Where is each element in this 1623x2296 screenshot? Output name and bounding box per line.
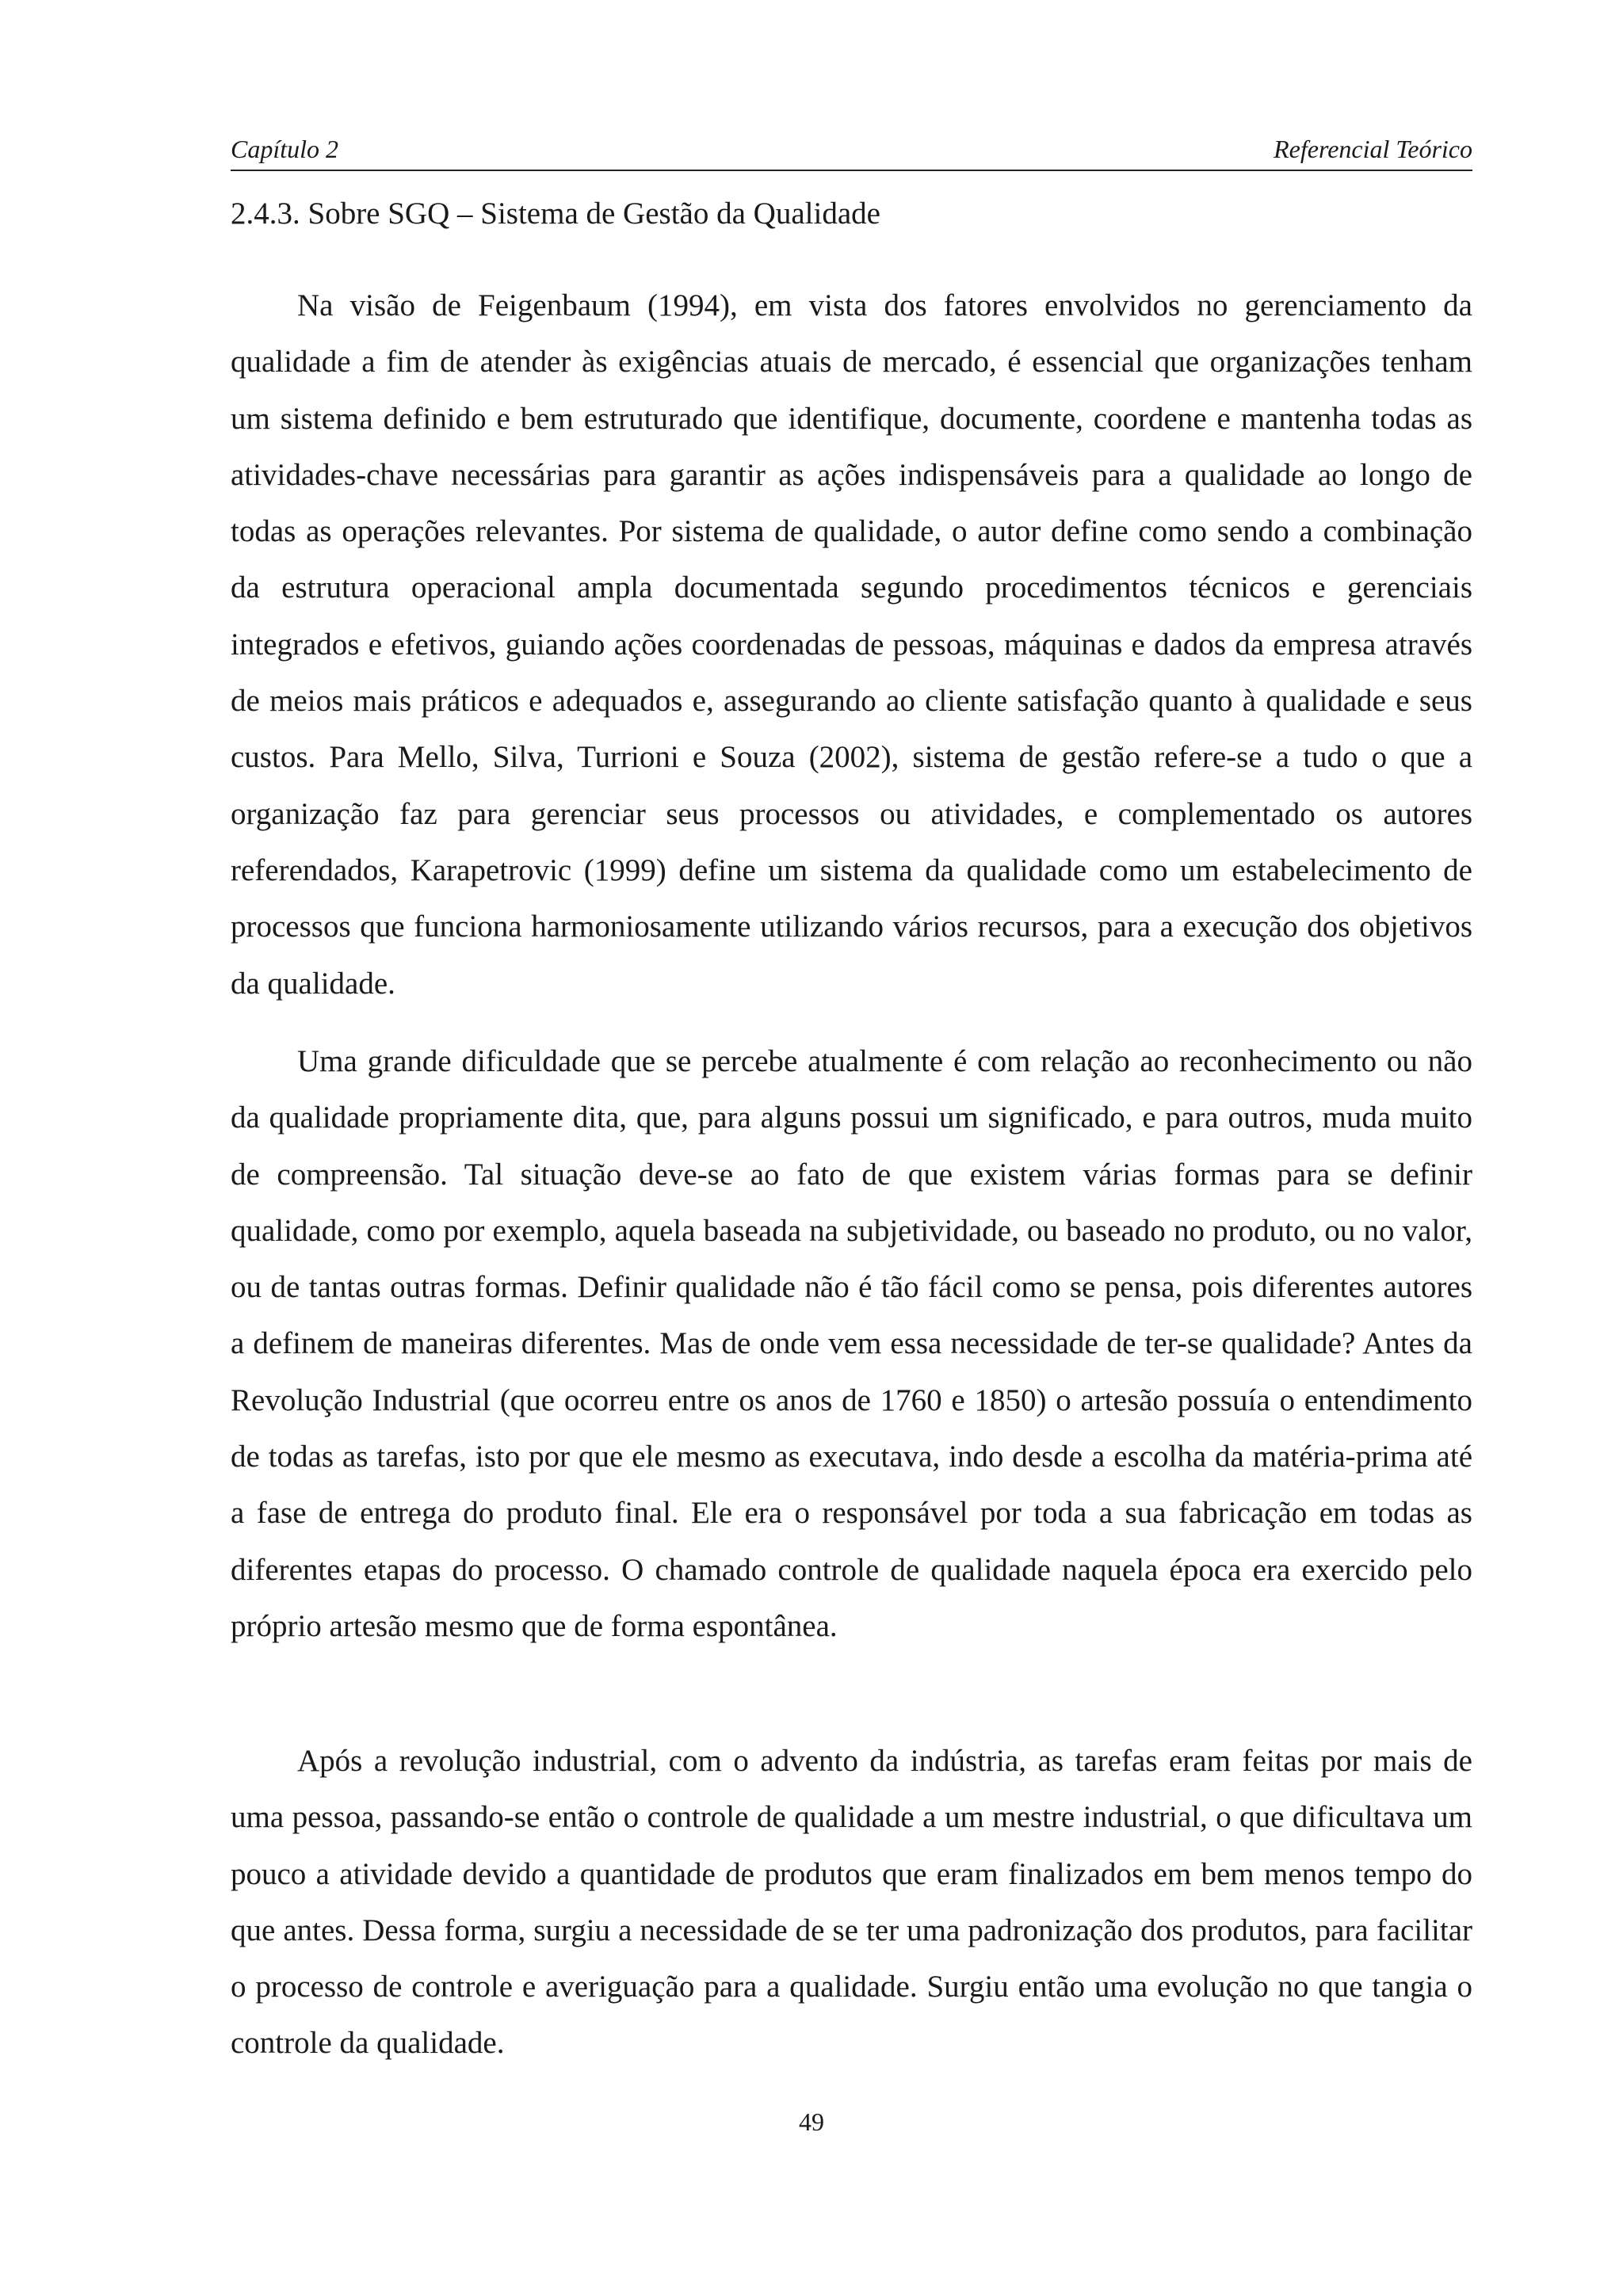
chapter-label: Capítulo 2	[231, 135, 339, 163]
running-header	[231, 133, 1472, 171]
section-heading: 2.4.3. Sobre SGQ – Sistema de Gestão da Qualidade	[231, 196, 880, 231]
section-label: Referencial Teórico	[1274, 135, 1472, 163]
body-paragraph-3: Após a revolução industrial, com o advento da indústria, as tarefas eram feitas por mais de uma pessoa, passando-se então o controle de qualidade a um mestre industrial, o que dificultava um pouco a atividade devido a quantidade de produtos que eram finalizados em bem menos tempo do que antes. Dessa forma, surgiu a necessidade de se ter uma padronização dos produtos, para facilitar o processo de controle e averiguação para a qualidade. Surgiu então uma evolução no que tangia o controle da qualidade.	[231, 1744, 1472, 2061]
page-number: 49	[799, 2107, 824, 2136]
body-paragraph-1: Na visão de Feigenbaum (1994), em vista dos fatores envolvidos no gerenciamento da qualidade a fim de atender às exigências atuais de mercado, é essencial que organizações tenham um sistema definido e bem estruturado que identifique, documente, coordene e mantenha todas as atividades-chave necessárias para garantir as ações indispensáveis para a qualidade ao longo de todas as operações relevantes. Por sistema de qualidade, o autor define como sendo a combinação da estrutura operacional ampla documentada segundo procedimentos técnicos e gerenciais integrados e efetivos, guiando ações coordenadas de pessoas, máquinas e dados da empresa através de meios mais práticos e adequados e, assegurando ao cliente satisfação quanto à qualidade e seus custos. Para Mello, Silva, Turrioni e Souza (2002), sistema de gestão refere-se a tudo o que a organização faz para gerenciar seus processos ou atividades, e complementado os autores referendados, Karapetrovic (1999) define um sistema da qualidade como um estabelecimento de processos que funciona harmoniosamente utilizando vários recursos, para a execução dos objetivos da qualidade.	[231, 288, 1472, 1001]
body-paragraph-2: Uma grande dificuldade que se percebe atualmente é com relação ao reconhecimento ou não da qualidade propriamente dita, que, para alguns possui um significado, e para outros, muda muito de compreensão. Tal situação deve-se ao fato de que existem várias formas para se definir qualidade, como por exemplo, aquela baseada na subjetividade, ou baseado no produto, ou no valor, ou de tantas outras formas. Definir qualidade não é tão fácil como se pensa, pois diferentes autores a definem de maneiras diferentes. Mas de onde vem essa necessidade de ter-se qualidade? Antes da Revolução Industrial (que ocorreu entre os anos de 1760 e 1850) o artesão possuía o entendimento de todas as tarefas, isto por que ele mesmo as executava, indo desde a escolha da matéria-prima até a fase de entrega do produto final. Ele era o responsável por toda a sua fabricação em todas as diferentes etapas do processo. O chamado controle de qualidade naquela época era exercido pelo próprio artesão mesmo que de forma espontânea.	[231, 1044, 1472, 1643]
